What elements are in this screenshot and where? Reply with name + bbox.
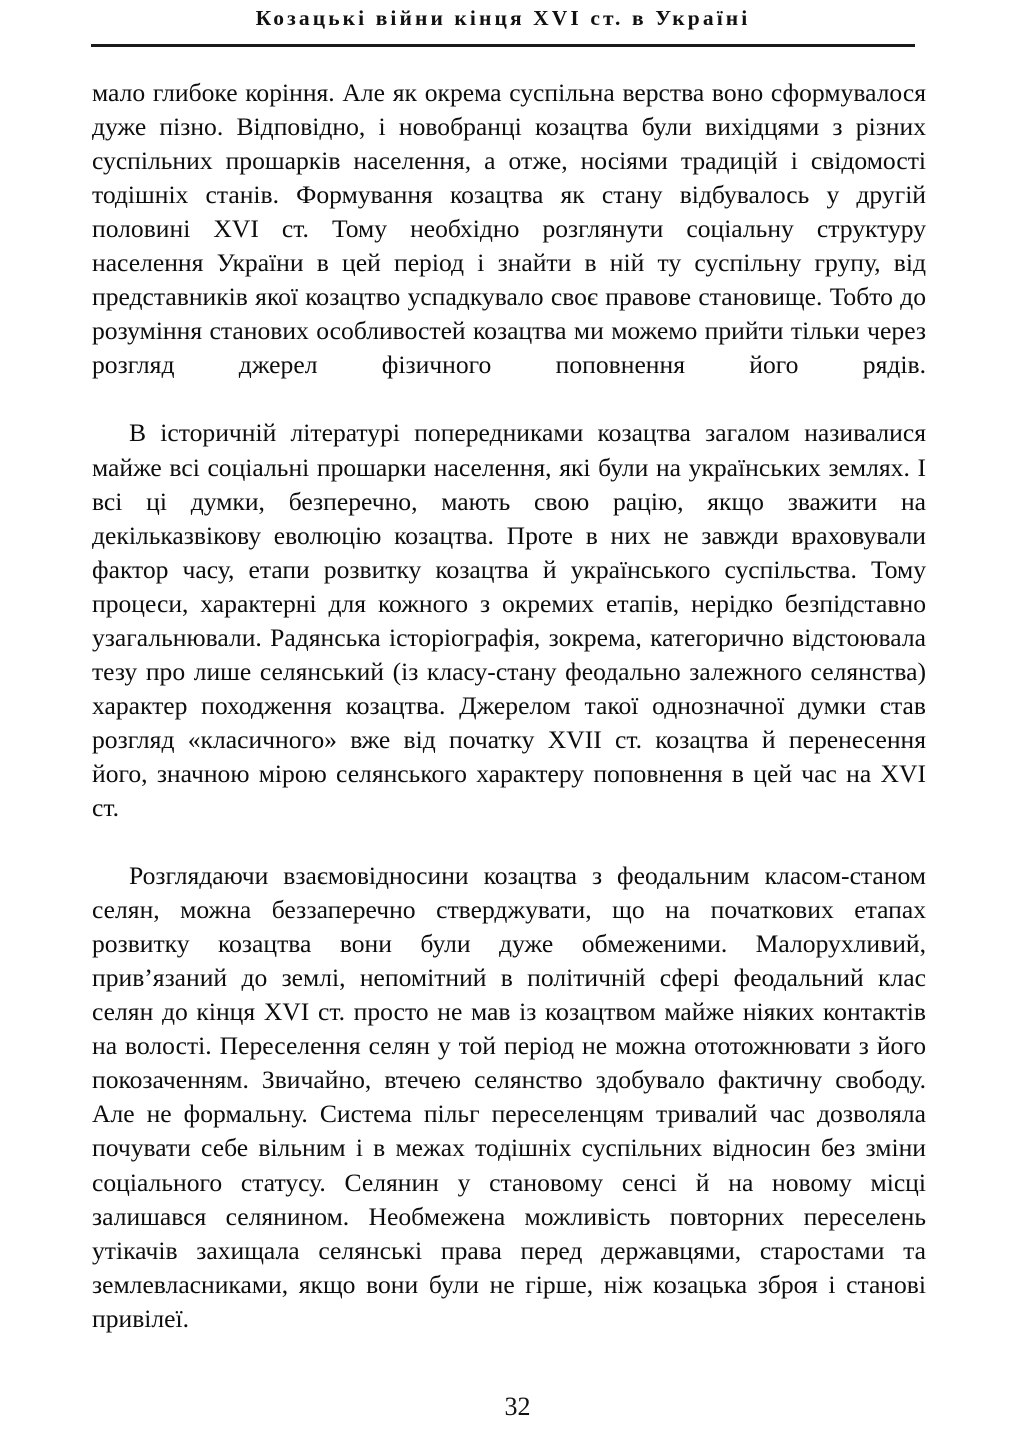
paragraph: мало глибоке коріння. Але як окрема суспільна верства воно сформувалося дуже пізно. Відповідно, і новобранці козацтва були вихідцями з різних суспільних прошарків населення, а отже, носіями традицій і свідомості тодішніх станів. Формування козацтва як стану відбувалось у другій половині XVI ст. Тому необхідно розглянути соціальну структуру населення України в цей період і знайти в ній ту суспільну групу, від представників якої козацтво успадкувало своє правове становище. Тобто до розуміння станових особливостей козацтва ми можемо прийти тільки через розгляд джерел фізичного поповнення його рядів. — [92, 78, 926, 380]
paragraph: В історичній літературі попередниками козацтва загалом називалися майже всі соціальні прошарки населення, які були на українських землях. І всі ці думки, безперечно, мають свою рацію, якщо зважити на декільказвікову еволюцію козацтва. Проте в них не завжди враховували фактор часу, етапи розвитку козацтва й українського суспільства. Тому процеси, характерні для кожного з окремих етапів, нерідко безпідставно узагальнювали. Радянська історіографія, зокрема, категорично відстоювала тезу про лише селянський (із класу-стану феодально залежного селянства) характер походження козацтва. Джерелом такої однозначної думки став розгляд «класичного» вже від початку XVII ст. козацтва й перенесення його, значною мірою селянського характеру поповнення в цей час на XVI ст. — [92, 418, 926, 822]
page-number: 32 — [504, 1392, 531, 1421]
header-rule — [91, 44, 915, 47]
paragraph: Розглядаючи взаємовідносини козацтва з феодальним класом-станом селян, можна беззаперечно стверджувати, що на початкових етапах розвитку козацтва вони були дуже обмеженими. Малорухливий, прив’язаний до землі, непомітний в політичній сфері феодальний клас селян до кінця XVI ст. просто не мав із козацтвом майже ніяких контактів на волості. Переселення селян у той період не можна ототожнювати з його покозаченням. Звичайно, втечею селянство здобувало фактичну свободу. Але не формальну. Система пільг переселенцям тривалий час дозволяла почувати себе вільним і в межах тодішніх суспільних відносин без зміни соціального статусу. Селянин у становому сенсі й на новому місці залишався селянином. Необмежена можливість повторних переселень утікачів захищала селянські права перед державцями, старостами та землевласниками, якщо вони були не гірше, ніж козацька зброя і станові привілеї. — [92, 861, 926, 1333]
body-text-block — [92, 76, 926, 1370]
running-head: Козацькі війни кінця XVI ст. в Україні — [255, 6, 751, 30]
